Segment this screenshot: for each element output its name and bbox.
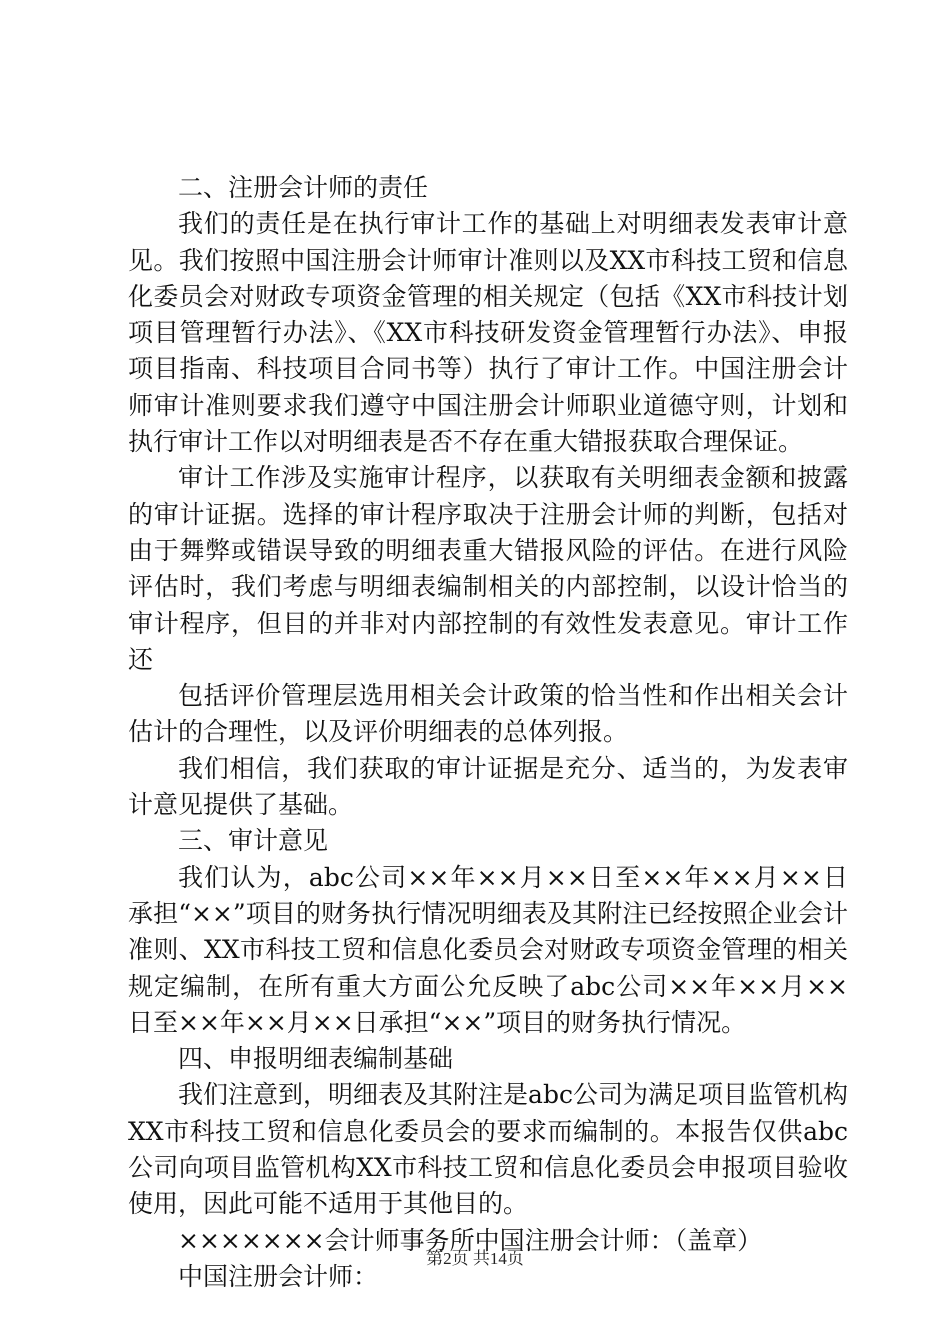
page-number-footer: 第2页 共14页 (426, 1249, 524, 1268)
paragraph-audit-procedures: 审计工作涉及实施审计程序，以获取有关明细表金额和披露的审计证据。选择的审计程序取决于注册会计师的判断，包括对由于舞弊或错误导致的明细表重大错报风险的评估。在进行风险评估时，我们考虑与明细表编制相关的内部控制，以设计恰当的审计程序，但目的并非对内部控制的有效性发表意见。审计工作还 (128, 463, 848, 674)
document-body (128, 170, 848, 1295)
signature-cpa-line: 中国注册会计师： (178, 1261, 379, 1291)
paragraph-basis: 我们注意到，明细表及其附注是abc公司为满足项目监管机构XX市科技工贸和信息化委员会的要求而编制的。本报告仅供abc公司向项目监管机构XX市科技工贸和信息化委员会申报项目验收使用，因此可能不适用于其他目的。 (128, 1080, 848, 1219)
section-heading-responsibility: 二、注册会计师的责任 (178, 173, 429, 202)
paragraph-evaluation: 包括评价管理层选用相关会计政策的恰当性和作出相关会计估计的合理性，以及评价明细表的总体列报。 (128, 681, 848, 747)
section-heading-basis: 四、申报明细表编制基础 (178, 1044, 454, 1074)
paragraph-opinion: 我们认为，abc公司××年××月××日至××年××月××日承担“××”项目的财务执行情况明细表及其附注已经按照企业会计准则、XX市科技工贸和信息化委员会对财政专项资金管理的相关规定编制，在所有重大方面公允反映了abc公司××年××月××日至××年××月××日承担“××”项目的财务执行情况。 (128, 862, 848, 1037)
section-heading-opinion: 三、审计意见 (178, 826, 329, 856)
signature-firm-line: ×××××××会计师事务所中国注册会计师：（盖章） (178, 1225, 763, 1255)
paragraph-responsibility: 我们的责任是在执行审计工作的基础上对明细表发表审计意见。我们按照中国注册会计师审计准则以及XX市科技工贸和信息化委员会对财政专项资金管理的相关规定（包括《XX市科技计划项目管理暂行办法》、《XX市科技研发资金管理暂行办法》、申报项目指南、科技项目合同书等）执行了审计工作。中国注册会计师审计准则要求我们遵守中国注册会计师职业道德守则，计划和执行审计工作以对明细表是否不存在重大错报获取合理保证。 (128, 209, 848, 457)
paragraph-evidence: 我们相信，我们获取的审计证据是充分、适当的，为发表审计意见提供了基础。 (128, 753, 848, 820)
